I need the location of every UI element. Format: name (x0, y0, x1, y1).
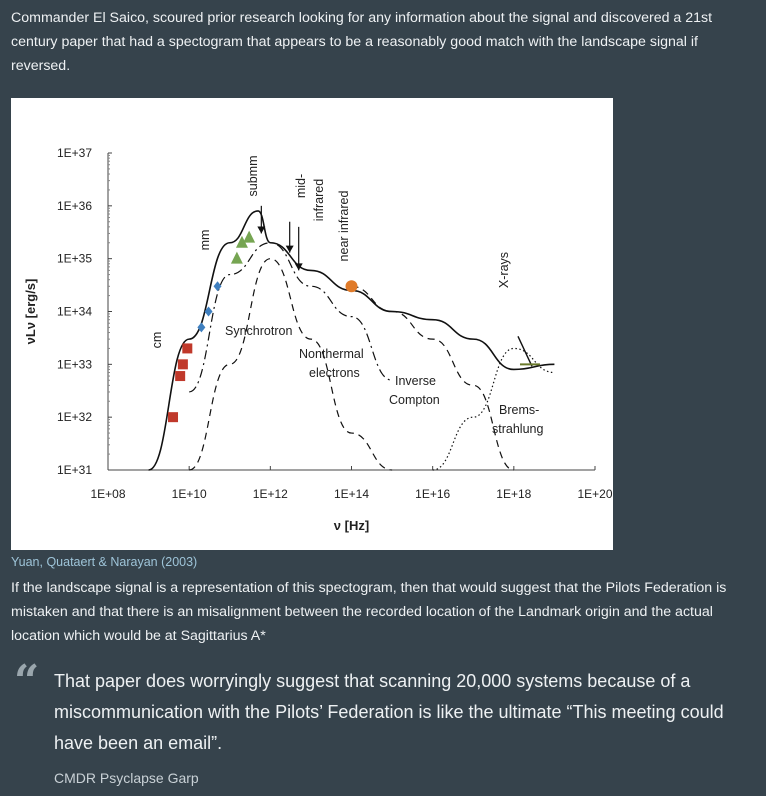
band-label: submm (246, 155, 260, 197)
y-axis-label: νLν [erg/s] (23, 278, 38, 345)
band-label: X-rays (497, 251, 511, 289)
upper-limit-arrowhead (295, 263, 303, 270)
x-tick-label: 1E+14 (333, 487, 370, 501)
data-point-submm (231, 252, 243, 264)
spectrogram-chart (11, 98, 613, 550)
y-tick-label: 1E+32 (56, 410, 92, 425)
band-label: mm (198, 229, 212, 251)
band-label: near infrared (337, 190, 351, 262)
component-label: Brems- (499, 403, 540, 417)
series-line-nonthermal-electrons (189, 259, 392, 470)
quote-text: That paper does worryingly suggest that scanning 20,000 systems because of a miscommunication with the Pilots’ Federation is like the ultimate “This meeting could have been an email”. (54, 671, 724, 753)
y-tick-label: 1E+36 (56, 198, 92, 213)
xray-arrow (518, 336, 532, 366)
x-tick-label: 1E+10 (171, 487, 207, 501)
y-tick-label: 1E+37 (56, 146, 92, 160)
series-line-synchrotron (189, 243, 392, 392)
x-axis-label: ν [Hz] (333, 518, 370, 533)
component-label: Compton (389, 393, 440, 407)
x-tick-label: 1E+20 (577, 487, 613, 501)
data-point-mm (214, 281, 222, 291)
component-label: Synchrotron (225, 324, 293, 338)
y-tick-label: 1E+33 (56, 357, 92, 372)
data-point-cm (178, 359, 188, 369)
x-tick-label: 1E+16 (415, 487, 451, 501)
component-label: strahlung (492, 422, 544, 436)
intro-paragraph: Commander El Saico, scoured prior research looking for any information about the signal and discovered a 21st century paper that had a spectogram that appears to be a reasonably good match with the landscape signal if reversed. (11, 10, 713, 74)
band-label: cm (150, 331, 164, 349)
band-label: mid- (294, 173, 308, 199)
component-label: electrons (309, 366, 360, 380)
y-tick-label: 1E+35 (56, 251, 92, 266)
body-paragraph: If the landscape signal is a representation of this spectogram, then that would suggest that the Pilots Federation is mistaken and that there is an misalignment between the recorded location of the Landmark origin and the actual location which would be at Sagittarius A* (11, 580, 727, 644)
x-tick-label: 1E+08 (90, 487, 126, 501)
data-point-cm (168, 412, 178, 422)
figure-caption[interactable]: Yuan, Quataert & Narayan (2003) (11, 555, 198, 569)
y-tick-label: 1E+34 (56, 304, 92, 319)
y-tick-label: 1E+31 (56, 463, 92, 477)
band-label: infrared (312, 178, 326, 222)
x-tick-label: 1E+12 (252, 487, 288, 501)
quote-mark-icon: “ (14, 656, 40, 707)
data-point-cm (175, 371, 185, 381)
data-point-submm (243, 231, 255, 243)
data-point-cm (182, 343, 192, 353)
component-label: Inverse (395, 374, 436, 388)
x-tick-label: 1E+18 (496, 487, 532, 501)
quote-author: CMDR Psyclapse Garp (54, 770, 199, 786)
spectrogram-figure (11, 98, 613, 550)
component-label: Nonthermal (299, 347, 364, 361)
data-point-near-infrared (346, 280, 358, 292)
